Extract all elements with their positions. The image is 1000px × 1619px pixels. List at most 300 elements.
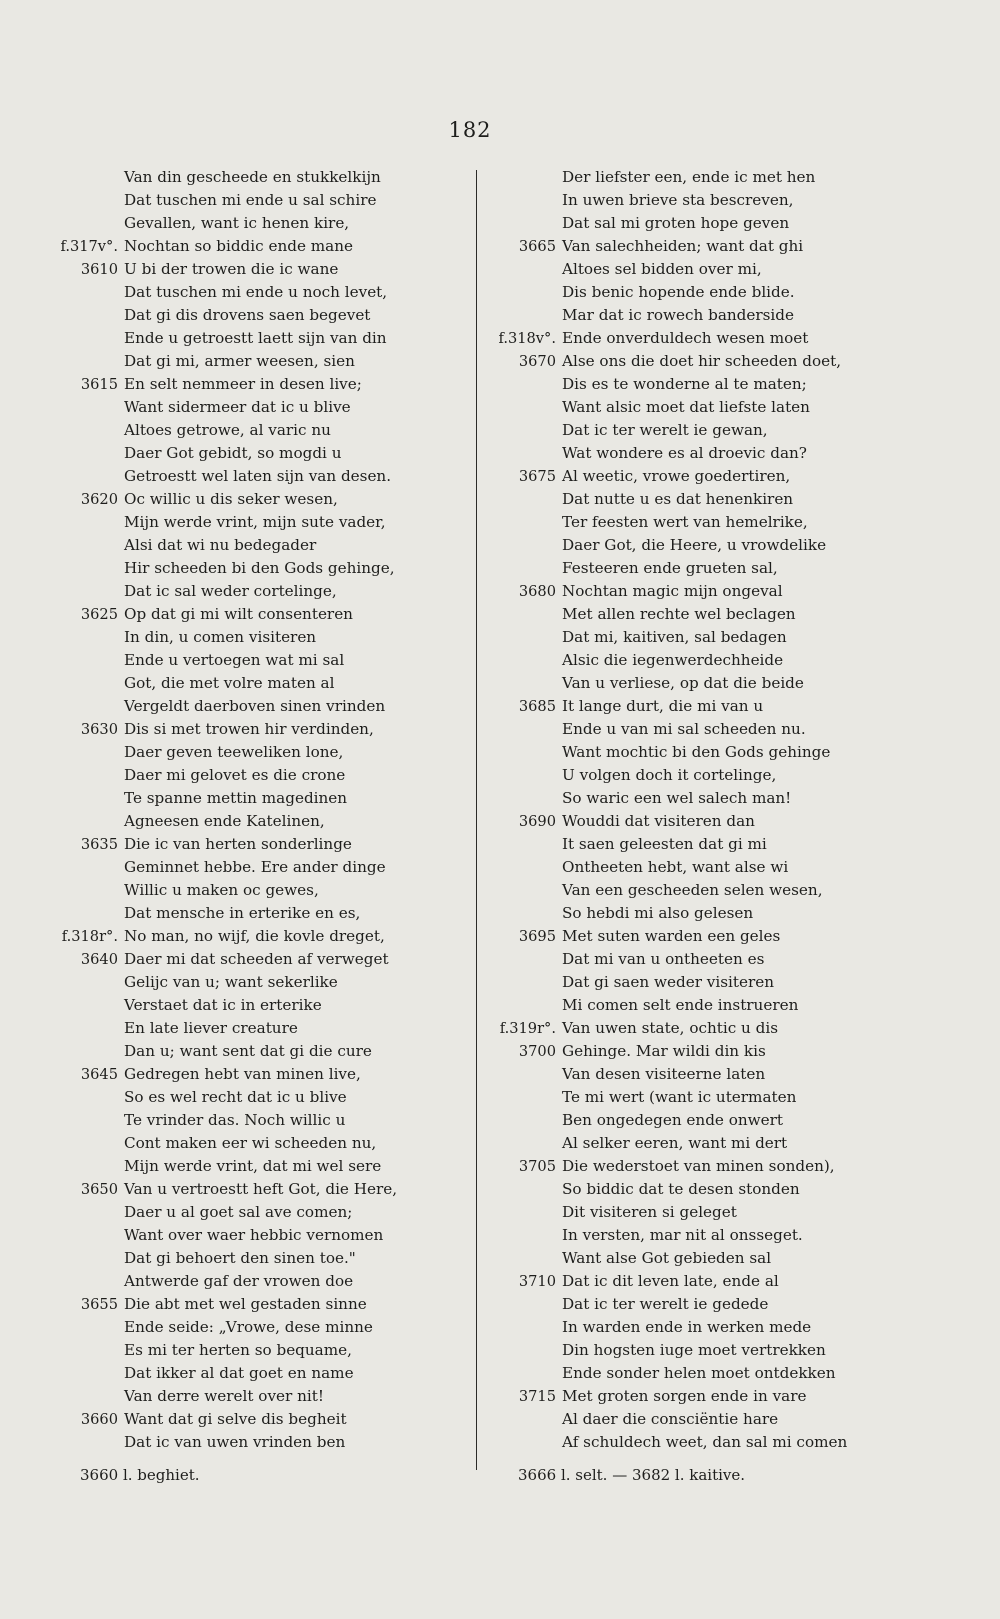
line-number <box>40 511 124 534</box>
verse-text: Mijn werde vrint, dat mi wel sere <box>124 1157 382 1175</box>
line-number: 3625 <box>80 606 118 623</box>
line-number <box>40 764 124 787</box>
verse-line <box>482 442 982 465</box>
line-number <box>482 603 562 626</box>
verse-line <box>40 534 440 557</box>
verse-text: Daer Got, die Heere, u vrowdelike <box>562 536 827 554</box>
line-number <box>40 1224 124 1247</box>
line-number <box>482 1132 562 1155</box>
verse-line <box>40 1270 440 1293</box>
verse-line <box>40 212 440 235</box>
verse-text: Want alsic moet dat liefste laten <box>562 398 810 416</box>
verse-text: Festeeren ende grueten sal, <box>562 559 778 577</box>
verse-line <box>482 1270 982 1293</box>
verse-line <box>482 1109 982 1132</box>
verse-text: Agneesen ende Katelinen, <box>124 812 325 830</box>
verse-line <box>482 925 982 948</box>
verse-text: Altoes getrowe, al varic nu <box>124 421 331 439</box>
line-number: 3650 <box>80 1181 118 1198</box>
verse-text: Gedregen hebt van minen live, <box>124 1065 361 1083</box>
verse-line <box>482 327 982 350</box>
line-number <box>40 1247 124 1270</box>
verse-line <box>482 1385 982 1408</box>
verse-text: Dat gi saen weder visiteren <box>562 973 775 991</box>
line-number <box>40 879 124 902</box>
verse-line <box>40 465 440 488</box>
verse-line <box>40 511 440 534</box>
verse-line <box>482 695 982 718</box>
verse-line <box>40 879 440 902</box>
verse-text: Van u verliese, op dat die beide <box>562 674 804 692</box>
verse-text: Mijn werde vrint, mijn sute vader, <box>124 513 386 531</box>
verse-text: Daer Got gebidt, so mogdi u <box>124 444 342 462</box>
line-number <box>40 672 124 695</box>
verse-line <box>40 856 440 879</box>
verse-text: Op dat gi mi wilt consenteren <box>124 605 353 623</box>
verse-text: Want mochtic bi den Gods gehinge <box>562 743 831 761</box>
line-number <box>40 902 124 925</box>
verse-text: Oc willic u dis seker wesen, <box>124 490 338 508</box>
verse-text: Gelijc van u; want sekerlike <box>124 973 338 991</box>
verse-text: Dat tuschen mi ende u noch levet, <box>124 283 388 301</box>
verse-text: Te vrinder das. Noch willic u <box>124 1111 346 1129</box>
line-number <box>40 1155 124 1178</box>
verse-text: Te spanne mettin magedinen <box>124 789 348 807</box>
verse-line <box>40 764 440 787</box>
verse-text: In din, u comen visiteren <box>124 628 317 646</box>
verse-text: Ter feesten wert van hemelrike, <box>562 513 808 531</box>
verse-text: Van desen visiteerne laten <box>562 1065 766 1083</box>
verse-text: Es mi ter herten so bequame, <box>124 1341 352 1359</box>
line-number <box>482 304 562 327</box>
verse-line <box>40 350 440 373</box>
verse-line <box>40 442 440 465</box>
verse-line <box>40 1155 440 1178</box>
verse-text: Van uwen state, ochtic u dis <box>562 1019 779 1037</box>
verse-text: So es wel recht dat ic u blive <box>124 1088 347 1106</box>
verse-line <box>40 1040 440 1063</box>
verse-text: Verstaet dat ic in erterike <box>124 996 322 1014</box>
verse-line <box>482 764 982 787</box>
verse-line <box>40 718 440 741</box>
verse-text: Al daer die consciëntie hare <box>562 1410 779 1428</box>
verse-line <box>482 1362 982 1385</box>
verse-line <box>40 1086 440 1109</box>
verse-line <box>40 1247 440 1270</box>
line-number: 3615 <box>80 376 118 393</box>
verse-line <box>40 373 440 396</box>
verse-text: Daer u al goet sal ave comen; <box>124 1203 353 1221</box>
line-number <box>482 833 562 856</box>
line-number <box>482 557 562 580</box>
verse-text: Met groten sorgen ende in vare <box>562 1387 807 1405</box>
verse-line <box>40 580 440 603</box>
line-number <box>40 1109 124 1132</box>
verse-text: So waric een wel salech man! <box>562 789 792 807</box>
verse-line <box>40 1408 440 1431</box>
line-number <box>40 1086 124 1109</box>
line-number <box>482 879 562 902</box>
verse-line <box>482 1224 982 1247</box>
line-number <box>482 1178 562 1201</box>
verse-line <box>40 1109 440 1132</box>
verse-line <box>482 879 982 902</box>
line-number <box>40 1017 124 1040</box>
line-number <box>40 166 124 189</box>
verse-line <box>482 212 982 235</box>
verse-text: In warden ende in werken mede <box>562 1318 812 1336</box>
verse-text: Altoes sel bidden over mi, <box>562 260 762 278</box>
line-number <box>482 212 562 235</box>
verse-text: Die ic van herten sonderlinge <box>124 835 352 853</box>
line-number <box>482 1086 562 1109</box>
verse-line <box>482 419 982 442</box>
verse-text: Nochtan magic mijn ongeval <box>562 582 783 600</box>
verse-text: Der liefster een, ende ic met hen <box>562 168 816 186</box>
line-number <box>40 580 124 603</box>
verse-line <box>40 327 440 350</box>
verse-text: Vergeldt daerboven sinen vrinden <box>124 697 386 715</box>
verse-text: So hebdi mi also gelesen <box>562 904 754 922</box>
verse-line <box>40 1178 440 1201</box>
verse-line <box>482 971 982 994</box>
line-number: f.318v°. <box>498 330 556 347</box>
footnote-left: 3660 l. beghiet. <box>80 1466 200 1484</box>
verse-line <box>482 948 982 971</box>
verse-line <box>40 695 440 718</box>
line-number <box>40 1270 124 1293</box>
verse-text: Geminnet hebbe. Ere ander dinge <box>124 858 386 876</box>
verse-line <box>482 1293 982 1316</box>
verse-text: Met allen rechte wel beclagen <box>562 605 796 623</box>
verse-line <box>482 649 982 672</box>
verse-line <box>40 1385 440 1408</box>
line-number <box>40 1201 124 1224</box>
verse-line <box>482 350 982 373</box>
line-number <box>40 787 124 810</box>
verse-text: Dat mi, kaitiven, sal bedagen <box>562 628 787 646</box>
verse-text: Van salechheiden; want dat ghi <box>562 237 804 255</box>
verse-line <box>40 649 440 672</box>
line-number <box>482 373 562 396</box>
line-number <box>482 994 562 1017</box>
line-number <box>40 327 124 350</box>
line-number: 3620 <box>80 491 118 508</box>
verse-line <box>40 994 440 1017</box>
line-number <box>482 189 562 212</box>
verse-text: Dat tuschen mi ende u sal schire <box>124 191 377 209</box>
verse-line <box>482 1017 982 1040</box>
verse-text: Dat ikker al dat goet en name <box>124 1364 354 1382</box>
verse-text: Wat wondere es al droevic dan? <box>562 444 807 462</box>
verse-text: Want over waer hebbic vernomen <box>124 1226 384 1244</box>
left-verse-column <box>40 166 440 1454</box>
verse-line <box>482 741 982 764</box>
line-number <box>482 511 562 534</box>
line-number <box>482 1316 562 1339</box>
line-number <box>482 1201 562 1224</box>
verse-line <box>482 281 982 304</box>
line-number: 3660 <box>80 1411 118 1428</box>
verse-line <box>40 419 440 442</box>
line-number <box>482 281 562 304</box>
verse-text: Dit visiteren si geleget <box>562 1203 737 1221</box>
line-number <box>40 626 124 649</box>
line-number: 3635 <box>80 836 118 853</box>
verse-text: Daer mi dat scheeden af verweget <box>124 950 389 968</box>
line-number <box>40 695 124 718</box>
verse-line <box>40 833 440 856</box>
verse-text: Alse ons die doet hir scheeden doet, <box>562 352 842 370</box>
line-number <box>482 1339 562 1362</box>
line-number <box>40 281 124 304</box>
verse-text: Dat ic dit leven late, ende al <box>562 1272 779 1290</box>
verse-text: Gevallen, want ic henen kire, <box>124 214 350 232</box>
verse-line <box>40 1431 440 1454</box>
verse-text: Van din gescheede en stukkelkijn <box>124 168 381 186</box>
verse-text: Dat ic van uwen vrinden ben <box>124 1433 346 1451</box>
line-number: 3705 <box>518 1158 556 1175</box>
verse-line <box>482 833 982 856</box>
verse-text: Antwerde gaf der vrowen doe <box>124 1272 354 1290</box>
verse-line <box>482 902 982 925</box>
line-number <box>482 787 562 810</box>
verse-text: Cont maken eer wi scheeden nu, <box>124 1134 377 1152</box>
verse-line <box>40 281 440 304</box>
line-number: 3700 <box>518 1043 556 1060</box>
verse-line <box>40 258 440 281</box>
line-number <box>482 1408 562 1431</box>
line-number <box>482 764 562 787</box>
verse-text: Dat ic ter werelt ie gedede <box>562 1295 769 1313</box>
line-number <box>482 166 562 189</box>
line-number <box>482 741 562 764</box>
verse-line <box>40 1293 440 1316</box>
verse-line <box>40 304 440 327</box>
verse-text: Dis benic hopende ende blide. <box>562 283 795 301</box>
verse-line <box>482 1178 982 1201</box>
line-number: 3710 <box>518 1273 556 1290</box>
verse-line <box>482 166 982 189</box>
verse-text: Van een gescheeden selen wesen, <box>562 881 823 899</box>
verse-text: Want sidermeer dat ic u blive <box>124 398 351 416</box>
verse-text: Dat sal mi groten hope geven <box>562 214 790 232</box>
verse-line <box>482 626 982 649</box>
verse-text: Dan u; want sent dat gi die cure <box>124 1042 372 1060</box>
verse-line <box>482 1040 982 1063</box>
line-number: 3680 <box>518 583 556 600</box>
verse-text: Van u vertroestt heft Got, die Here, <box>124 1180 398 1198</box>
verse-line <box>40 557 440 580</box>
verse-text: Mar dat ic rowech banderside <box>562 306 794 324</box>
verse-line <box>40 396 440 419</box>
line-number <box>40 396 124 419</box>
verse-text: Die abt met wel gestaden sinne <box>124 1295 367 1313</box>
line-number <box>40 1316 124 1339</box>
verse-text: Al weetic, vrowe goedertiren, <box>562 467 791 485</box>
line-number: 3715 <box>518 1388 556 1405</box>
verse-text: Alsic die iegenwerdechheide <box>562 651 784 669</box>
line-number <box>482 1063 562 1086</box>
line-number: 3645 <box>80 1066 118 1083</box>
column-divider <box>476 170 477 1470</box>
verse-line <box>482 1201 982 1224</box>
verse-text: Ende seide: „Vrowe, dese minne <box>124 1318 373 1336</box>
verse-text: Dis si met trowen hir verdinden, <box>124 720 374 738</box>
verse-text: Want dat gi selve dis begheit <box>124 1410 347 1428</box>
verse-text: Ben ongedegen ende onwert <box>562 1111 784 1129</box>
verse-line <box>482 235 982 258</box>
verse-line <box>482 557 982 580</box>
verse-text: Dat ic sal weder cortelinge, <box>124 582 337 600</box>
line-number <box>482 396 562 419</box>
verse-line <box>40 787 440 810</box>
verse-line <box>482 1063 982 1086</box>
verse-text: Ende onverduldech wesen moet <box>562 329 809 347</box>
verse-text: Hir scheeden bi den Gods gehinge, <box>124 559 395 577</box>
line-number <box>482 971 562 994</box>
verse-line <box>40 189 440 212</box>
verse-text: Ende u vertoegen wat mi sal <box>124 651 345 669</box>
line-number <box>482 488 562 511</box>
verse-line <box>482 718 982 741</box>
line-number: 3690 <box>518 813 556 830</box>
line-number <box>482 856 562 879</box>
page-number: 182 <box>448 118 492 142</box>
verse-line <box>40 488 440 511</box>
line-number <box>482 1362 562 1385</box>
line-number <box>40 856 124 879</box>
line-number: 3640 <box>80 951 118 968</box>
verse-text: Van derre werelt over nit! <box>124 1387 324 1405</box>
verse-line <box>482 1339 982 1362</box>
verse-text: Nochtan so biddic ende mane <box>124 237 353 255</box>
line-number: 3695 <box>518 928 556 945</box>
verse-line <box>482 189 982 212</box>
line-number <box>482 626 562 649</box>
line-number: 3675 <box>518 468 556 485</box>
verse-text: It lange durt, die mi van u <box>562 697 764 715</box>
verse-line <box>40 741 440 764</box>
verse-line <box>40 902 440 925</box>
line-number <box>482 1293 562 1316</box>
verse-text: Dat ic ter werelt ie gewan, <box>562 421 768 439</box>
line-number <box>482 419 562 442</box>
line-number: f.318r°. <box>61 928 118 945</box>
line-number: 3630 <box>80 721 118 738</box>
verse-text: Met suten warden een geles <box>562 927 781 945</box>
verse-line <box>40 166 440 189</box>
verse-line <box>40 1224 440 1247</box>
verse-line <box>482 396 982 419</box>
verse-line <box>482 1316 982 1339</box>
verse-line <box>482 1431 982 1454</box>
verse-line <box>482 1155 982 1178</box>
verse-line <box>482 304 982 327</box>
verse-text: Dat nutte u es dat henenkiren <box>562 490 794 508</box>
line-number: 3685 <box>518 698 556 715</box>
line-number <box>40 649 124 672</box>
line-number: 3670 <box>518 353 556 370</box>
verse-line <box>482 488 982 511</box>
line-number <box>40 465 124 488</box>
line-number <box>40 442 124 465</box>
line-number <box>482 258 562 281</box>
line-number <box>40 994 124 1017</box>
line-number <box>482 672 562 695</box>
line-number: f.319r°. <box>499 1020 556 1037</box>
verse-line <box>40 1201 440 1224</box>
verse-text: Getroestt wel laten sijn van desen. <box>124 467 392 485</box>
verse-line <box>482 373 982 396</box>
verse-line <box>482 603 982 626</box>
verse-line <box>40 1316 440 1339</box>
line-number <box>40 534 124 557</box>
verse-line <box>482 511 982 534</box>
verse-text: Ende u getroestt laett sijn van din <box>124 329 387 347</box>
verse-line <box>40 1063 440 1086</box>
line-number <box>482 1431 562 1454</box>
line-number <box>40 1385 124 1408</box>
verse-text: Gehinge. Mar wildi din kis <box>562 1042 766 1060</box>
verse-text: Al selker eeren, want mi dert <box>562 1134 788 1152</box>
verse-text: Ende sonder helen moet ontdekken <box>562 1364 836 1382</box>
verse-line <box>482 465 982 488</box>
line-number <box>482 442 562 465</box>
verse-line <box>40 235 440 258</box>
line-number <box>482 1109 562 1132</box>
verse-line <box>40 1339 440 1362</box>
line-number <box>482 1224 562 1247</box>
verse-text: U bi der trowen die ic wane <box>124 260 339 278</box>
line-number <box>40 419 124 442</box>
line-number <box>40 1339 124 1362</box>
line-number <box>40 1040 124 1063</box>
verse-text: Dat mi van u ontheeten es <box>562 950 765 968</box>
line-number <box>40 189 124 212</box>
verse-line <box>482 856 982 879</box>
verse-text: Daer geven teeweliken lone, <box>124 743 344 761</box>
line-number <box>40 971 124 994</box>
verse-text: Ende u van mi sal scheeden nu. <box>562 720 806 738</box>
verse-text: So biddic dat te desen stonden <box>562 1180 800 1198</box>
line-number <box>40 212 124 235</box>
line-number <box>40 810 124 833</box>
line-number <box>482 718 562 741</box>
right-verse-column <box>482 166 982 1454</box>
verse-line <box>40 603 440 626</box>
verse-line <box>40 948 440 971</box>
verse-text: Got, die met volre maten al <box>124 674 335 692</box>
line-number <box>40 350 124 373</box>
verse-line <box>482 534 982 557</box>
verse-text: No man, no wijf, die kovle dreget, <box>124 927 385 945</box>
verse-text: Ontheeten hebt, want alse wi <box>562 858 789 876</box>
line-number <box>40 1132 124 1155</box>
line-number <box>40 1362 124 1385</box>
verse-text: U volgen doch it cortelinge, <box>562 766 777 784</box>
verse-text: Dat gi mi, armer weesen, sien <box>124 352 355 370</box>
line-number <box>40 304 124 327</box>
verse-text: Daer mi gelovet es die crone <box>124 766 346 784</box>
line-number <box>482 948 562 971</box>
verse-text: In versten, mar nit al onsseget. <box>562 1226 803 1244</box>
verse-line <box>482 994 982 1017</box>
verse-line <box>482 787 982 810</box>
line-number <box>40 557 124 580</box>
line-number <box>482 1247 562 1270</box>
line-number: 3665 <box>518 238 556 255</box>
